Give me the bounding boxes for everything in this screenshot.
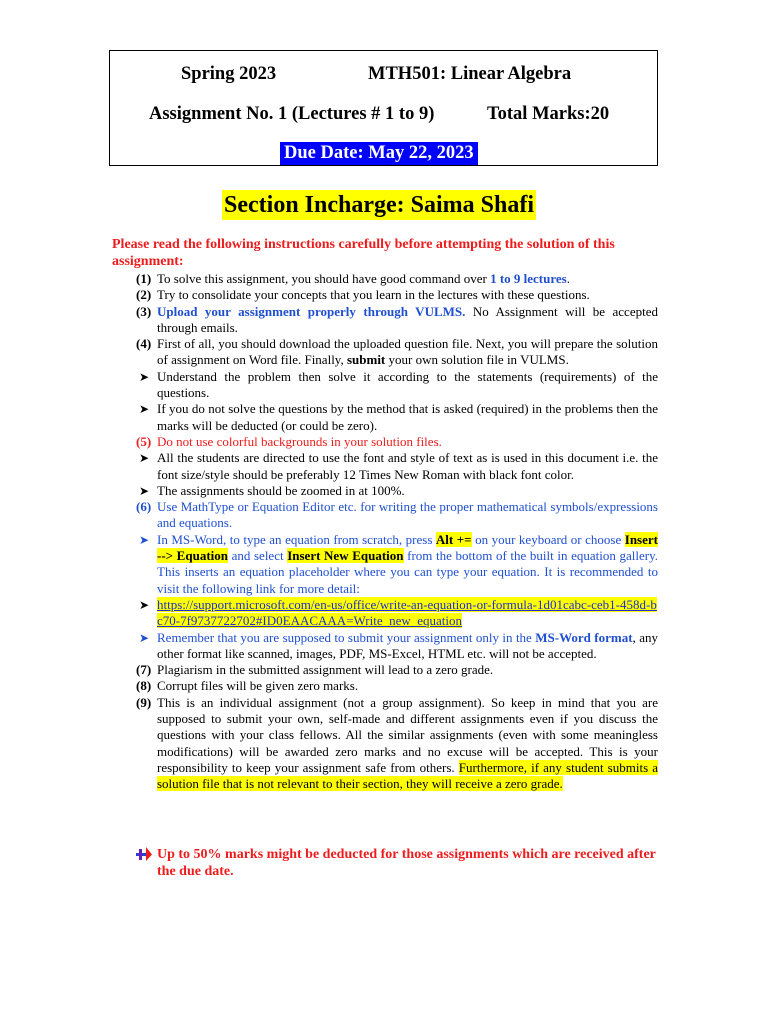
- instruction-bullet: ➤ All the students are directed to use the font and style of text as is used in this document i.e. the font size/style should be preferably 12 Times New Roman with black font color.: [139, 450, 658, 482]
- instruction-bullet: ➤ In MS-Word, to type an equation from scratch, press Alt += on your keyboard or choose Insert --> Equation and select Insert New Equation from the bottom of the built in equation gallery. This inserts an equation placeholder where you can type your equation. It is recommended to visit the following link for more detail:: [139, 531, 658, 596]
- instruction-bullet: ➤ Understand the problem then solve it according to the statements (requirements) of the questions.: [139, 368, 658, 401]
- arrow-bullet-icon: ➤: [139, 483, 150, 498]
- item-marker: (8): [136, 678, 152, 694]
- arrow-bullet-icon: ➤: [139, 532, 150, 547]
- equation-help-link[interactable]: https://support.microsoft.com/en-us/office/write-an-equation-or-formula-1d01cabc-ceb1-458d-bc70-7f9737722702#ID0EAACAAA=Write_new_equation: [157, 596, 657, 629]
- item-marker: (1): [136, 271, 152, 286]
- arrow-bullet-icon: ➤: [139, 451, 150, 466]
- term: Spring 2023: [181, 64, 277, 84]
- item-marker: (5): [136, 433, 152, 449]
- arrow-bullet-icon: ➤: [139, 402, 150, 417]
- instructions-list: [112, 271, 658, 793]
- assignment-title: Assignment No. 1 (Lectures # 1 to 9): [149, 104, 435, 124]
- instruction-item: (2) Try to consolidate your concepts that you learn in the lectures with these questions.: [136, 287, 590, 303]
- item-marker: (6): [136, 499, 152, 515]
- instruction-bullet: [112, 597, 658, 630]
- item-marker: (9): [136, 694, 152, 710]
- instruction-item: (3) Upload your assignment properly through VULMS. No Assignment will be accepted through emails.: [136, 303, 658, 335]
- flag-icon: [135, 846, 153, 862]
- instruction-item: (4) First of all, you should download the uploaded question file. Next, you will prepare the solution of assignment on Word file. Finally, submit your own solution file in VULMS.: [136, 336, 658, 368]
- course-title: MTH501: Linear Algebra: [368, 64, 572, 84]
- instruction-bullet: ➤ The assignments should be zoomed in at 100%.: [139, 482, 405, 498]
- arrow-bullet-icon: ➤: [139, 630, 150, 645]
- section-incharge: Section Incharge: Saima Shafi: [224, 192, 535, 218]
- item-marker: (4): [136, 336, 152, 352]
- arrow-bullet-icon: ➤: [139, 597, 150, 612]
- instruction-item: (5) Do not use colorful backgrounds in your solution files.: [136, 433, 442, 449]
- instruction-item: (9) This is an individual assignment (not a group assignment). So keep in mind that you are supposed to submit your own, self-made and different assignments even if you discuss the questions with your class fellows. All the similar assignments (even with some meaningless modifications) will be awarded zero marks and no excuse will be accepted. This is your responsibility to keep your assignment safe from others. Furthermore, if any student submits a solution file that is not relevant to their section, they will receive a zero grade.: [136, 694, 658, 792]
- instruction-item: (1) To solve this assignment, you should have good command over 1 to 9 lectures.: [136, 271, 570, 286]
- late-submission-text: Up to 50% marks might be deducted for those assignments which are received after the due date.: [157, 847, 656, 879]
- item-marker: (7): [136, 662, 152, 678]
- item-marker: (3): [136, 303, 152, 319]
- instruction-item: (7) Plagiarism in the submitted assignment will lead to a zero grade.: [136, 662, 494, 678]
- item-marker: (2): [136, 287, 152, 303]
- late-submission-note: [135, 846, 660, 880]
- due-date: Due Date: May 22, 2023: [280, 142, 478, 165]
- arrow-bullet-icon: ➤: [139, 369, 150, 384]
- instructions-intro: Please read the following instructions carefully before attempting the solution of this assignment:: [112, 237, 615, 269]
- instruction-bullet: ➤ If you do not solve the questions by the method that is asked (required) in the problems then the marks will be deducted (or could be zero).: [139, 401, 658, 433]
- instruction-item: (6) Use MathType or Equation Editor etc. for writing the proper mathematical symbols/expressions and equations.: [136, 499, 658, 531]
- instruction-item: (8) Corrupt files will be given zero marks.: [136, 678, 359, 694]
- total-marks: Total Marks:20: [487, 104, 610, 124]
- instruction-bullet: ➤ Remember that you are supposed to submit your assignment only in the MS-Word format, any other format like scanned, images, PDF, MS-Excel, HTML etc. will not be accepted.: [139, 629, 658, 661]
